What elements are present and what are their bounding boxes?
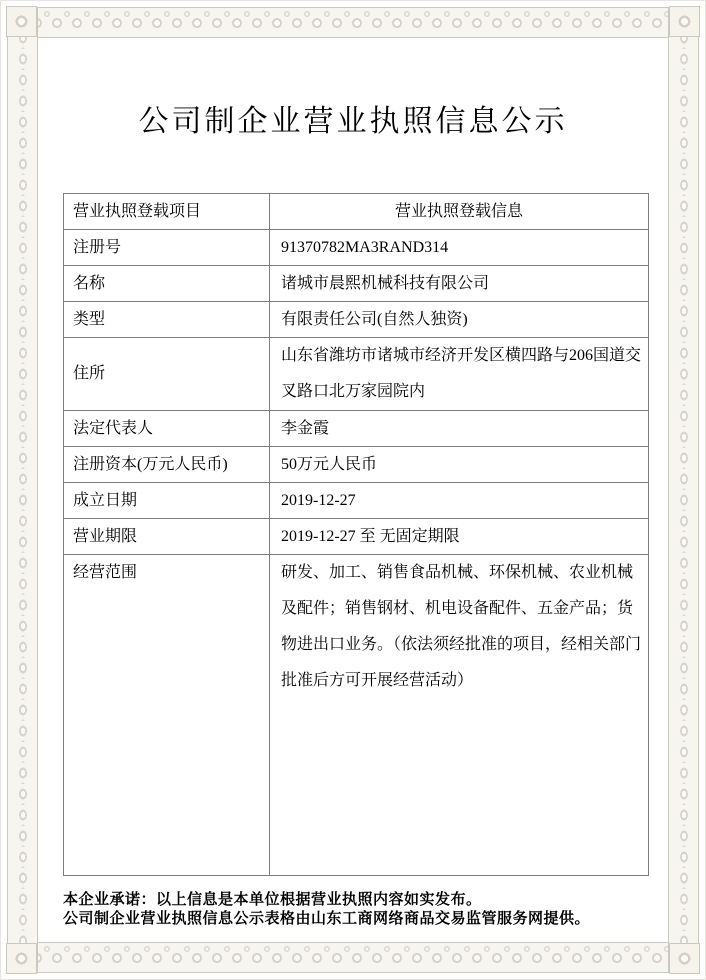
ornamental-border-right	[668, 7, 699, 973]
table-row-establishment-date	[64, 483, 649, 519]
table-row-address	[64, 338, 649, 411]
ornamental-corner-top-right	[669, 6, 700, 37]
row-value: 有限责任公司(自然人独资)	[270, 302, 649, 338]
row-label: 住所	[64, 338, 270, 411]
ornamental-border-top	[7, 7, 699, 38]
row-label: 注册资本(万元人民币)	[64, 447, 270, 483]
table-row-registered-capital	[64, 447, 649, 483]
row-label: 成立日期	[64, 483, 270, 519]
table-header-row	[64, 194, 649, 230]
row-label: 法定代表人	[64, 411, 270, 447]
footer-disclaimer	[63, 891, 663, 928]
row-value: 2019-12-27 至 无固定期限	[270, 519, 649, 555]
table-row-business-scope	[64, 555, 649, 876]
row-value: 2019-12-27	[270, 483, 649, 519]
row-label: 类型	[64, 302, 270, 338]
row-value: 诸城市晨熙机械科技有限公司	[270, 266, 649, 302]
row-value: 50万元人民币	[270, 447, 649, 483]
row-label: 经营范围	[64, 555, 270, 876]
ornamental-corner-bottom-right	[669, 943, 700, 974]
page-title: 公司制企业营业执照信息公示	[138, 105, 568, 138]
ornamental-corner-bottom-left	[6, 943, 37, 974]
table-row-registration-number	[64, 230, 649, 266]
table-row-business-term	[64, 519, 649, 555]
row-value: 研发、加工、销售食品机械、环保机械、农业机械及配件；销售钢材、机电设备配件、五金产品；货物进出口业务。（依法须经批准的项目，经相关部门批准后方可开展经营活动）	[270, 555, 649, 876]
row-value: 91370782MA3RAND314	[270, 230, 649, 266]
ornamental-border-left	[7, 7, 38, 973]
license-info-table	[63, 193, 649, 876]
ornamental-border-bottom	[7, 942, 699, 973]
ornamental-corner-top-left	[6, 6, 37, 37]
footer-disclaimer-line2: 公司制企业营业执照信息公示表格由山东工商网络商品交易监管服务网提供。	[63, 909, 591, 927]
table-row-legal-representative	[64, 411, 649, 447]
header-info-label: 营业执照登载信息	[270, 194, 649, 230]
table-row-company-name	[64, 266, 649, 302]
row-label: 名称	[64, 266, 270, 302]
table-row-company-type	[64, 302, 649, 338]
header-item-label: 营业执照登载项目	[64, 194, 270, 230]
row-label: 注册号	[64, 230, 270, 266]
footer-disclaimer-line1: 本企业承诺：以上信息是本单位根据营业执照内容如实发布。	[63, 891, 482, 908]
row-label: 营业期限	[64, 519, 270, 555]
row-value: 李金霞	[270, 411, 649, 447]
row-value: 山东省潍坊市诸城市经济开发区横四路与206国道交叉路口北万家园院内	[270, 338, 649, 411]
